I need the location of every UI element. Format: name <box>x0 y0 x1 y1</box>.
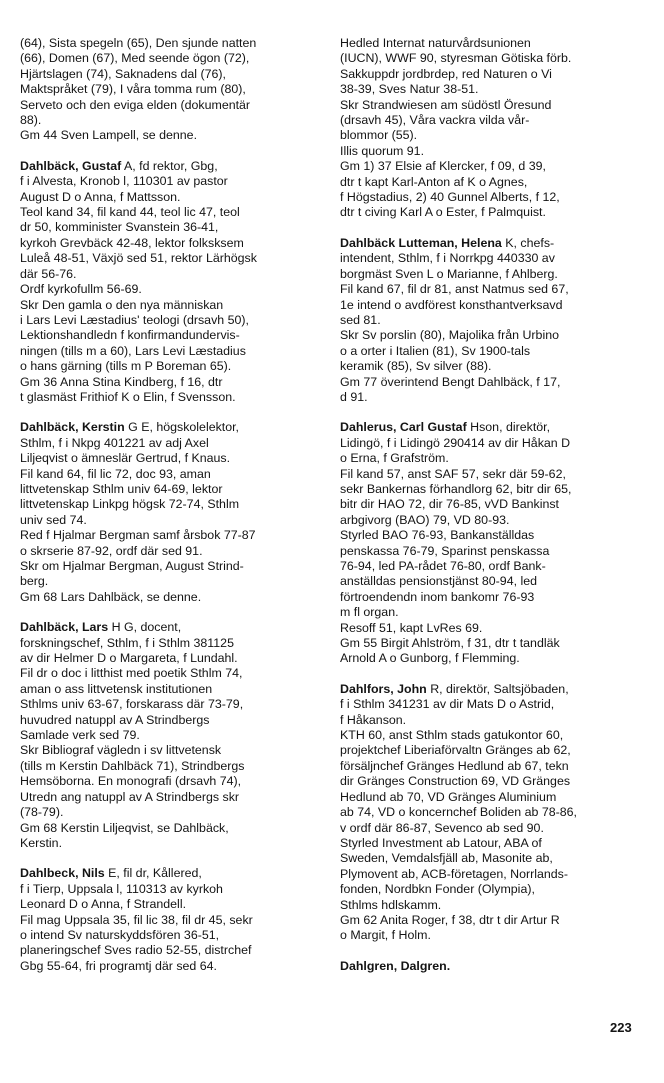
entry-first-line-text: Hson, direktör, <box>466 420 551 435</box>
entry-line: Liljeqvist o ämneslär Gertrud, f Knaus. <box>20 451 231 466</box>
entry-line: Hedled Internat naturvårdsunionen <box>340 36 531 50</box>
entry-line: 38-39, Sves Natur 38-51. <box>340 82 479 97</box>
entry-dahlerus-carl-gustaf <box>340 420 646 667</box>
entry-first-line-text: K, chefs- <box>501 235 555 250</box>
entry-line: anställdas pensionstjänst 80-94, led <box>340 574 538 589</box>
entry-line: o Erna, f Grafström. <box>340 451 449 466</box>
entry-dahlback-lars <box>20 620 330 851</box>
entry-line: sed 81. <box>340 312 381 327</box>
entry-line: Hedlund ab 70, VD Gränges Aluminium <box>340 789 557 804</box>
entry-line: aman o ass littvetensk institutionen <box>20 681 213 696</box>
entry-line: Gm 62 Anita Roger, f 38, dtr t dir Artur R <box>340 912 560 927</box>
entry-line: Sthlms hdlskamm. <box>340 897 442 912</box>
entry-line: försäljnchef Gränges Hedlund ab 67, tekn <box>340 758 569 773</box>
entry-dahlback-kerstin <box>20 420 330 605</box>
entry-dahlbeck-nils <box>20 866 330 974</box>
entry-line: Sakkuppdr jordbrdep, red Naturen o Vi <box>340 66 552 81</box>
entry-line: ningen (tills m a 60), Lars Levi Læstadius <box>20 343 246 358</box>
entry-line: projektchef Liberiaförvaltn Gränges ab 62, <box>340 743 571 758</box>
entry-headword: Dahlbeck, Nils <box>20 866 105 881</box>
entry-dahlfors-john <box>340 682 646 944</box>
entry-line: KTH 60, anst Sthlm stads gatukontor 60, <box>340 728 564 743</box>
entry-line: 76-94, led PA-rådet 76-80, ordf Bank- <box>340 559 546 573</box>
entry-headword: Dahlbäck, Gustaf <box>20 158 122 173</box>
entry-first-line <box>20 159 330 174</box>
entry-line: bitr dir HAO 72, dir 76-85, vVD Bankinst <box>340 497 559 512</box>
entry-first-line <box>340 236 646 251</box>
entry-line: Hjärtslagen (74), Saknadens dal (76), <box>20 66 226 81</box>
entry-line: Illis quorum 91. <box>340 143 425 158</box>
entry-line: f Högstadius, 2) 40 Gunnel Alberts, f 12, <box>340 190 560 205</box>
entry-line: Samlade verk sed 79. <box>20 728 140 743</box>
entry-line: o skrserie 87-92, ordf där sed 91. <box>20 543 203 558</box>
entry-dahlback-gustaf <box>20 159 330 406</box>
entry-line: Styrled BAO 76-93, Bankanställdas <box>340 528 535 543</box>
entry-line: littvetenskap Linkpg högsk 72-74, Sthlm <box>20 497 240 512</box>
entry-line: Ordf kyrkofullm 56-69. <box>20 282 142 297</box>
entry-line: Teol kand 34, fil kand 44, teol lic 47, teol <box>20 205 240 220</box>
entry-line: f i Tierp, Uppsala l, 110313 av kyrkoh <box>20 881 223 896</box>
entry-line: Resoff 51, kapt LvRes 69. <box>340 620 483 635</box>
entry-line: Fil kand 67, fil dr 81, anst Natmus sed 67, <box>340 282 569 297</box>
entry-headword: Dahlgren, Dalgren. <box>340 958 451 973</box>
entry-first-line-text: E, fil dr, Kållered, <box>104 866 202 881</box>
entry-line: huvudred natuppl av A Strindbergs <box>20 712 210 727</box>
entry-line: blommor (55). <box>340 128 418 143</box>
entry-line: Skr Den gamla o den nya människan <box>20 297 224 312</box>
entry-line: o a orter i Italien (81), Sv 1900-tals <box>340 343 531 358</box>
entry-line: Skr om Hjalmar Bergman, August Strind- <box>20 559 244 573</box>
entry-line: (tills m Kerstin Dahlbäck 71), Strindbergs <box>20 758 245 773</box>
entry-line: Serveto och den eviga elden (dokumentär <box>20 97 251 112</box>
entry-line: d 91. <box>340 389 368 404</box>
entry-line: o Margit, f Holm. <box>340 928 431 943</box>
entry-line: sekr Bankernas förhandlorg 62, bitr dir 65, <box>340 481 572 496</box>
entry-line: (IUCN), WWF 90, styresman Götiska förb. <box>340 51 572 66</box>
entry-line: Lidingö, f i Lidingö 290414 av dir Håkan D <box>340 435 571 450</box>
entry-first-line-text: A, fd rektor, Gbg, <box>121 158 218 173</box>
entry-line: Fil kand 64, fil lic 72, doc 93, aman <box>20 466 211 481</box>
entry-line: v ordf där 86-87, Sevenco ab sed 90. <box>340 820 544 835</box>
entry-line: fonden, Nordbkn Fonder (Olympia), <box>340 882 535 897</box>
entry-line: Kerstin. <box>20 835 63 850</box>
entry-line: förtroendendn inom bankomr 76-93 <box>340 589 535 604</box>
entry-line: dr 50, komminister Svanstein 36-41, <box>20 220 219 235</box>
entry-line: Skr Strandwiesen am südöstl Öresund <box>340 97 552 112</box>
entry-line: Gm 68 Kerstin Liljeqvist, se Dahlbäck, <box>20 820 229 835</box>
entry-line: Gm 77 överintend Bengt Dahlbäck, f 17, <box>340 374 561 389</box>
entry-first-line <box>340 682 646 697</box>
entry-line: Sthlm, f i Nkpg 401221 av adj Axel <box>20 435 209 450</box>
entry-line: planeringschef Sves radio 52-55, distrchef <box>20 943 252 958</box>
entry-line: Sthlms univ 63-67, forskarass där 73-79, <box>20 697 244 712</box>
entry-line: kyrkoh Grevbäck 42-48, lektor folksksem <box>20 235 244 250</box>
entry-line: 1e intend o avdförest konsthantverksavd <box>340 297 563 312</box>
entry-line: Gm 44 Sven Lampell, se denne. <box>20 128 198 143</box>
entry-first-line <box>20 866 330 881</box>
entry-line: f i Sthlm 341231 av dir Mats D o Astrid, <box>340 697 555 712</box>
entry-headword: Dahlerus, Carl Gustaf <box>340 420 467 435</box>
entry-line: berg. <box>20 574 49 589</box>
entry-line: littvetenskap Sthlm univ 64-69, lektor <box>20 481 223 496</box>
entry-line: intendent, Sthlm, f i Norrkpg 440330 av <box>340 251 555 266</box>
entry-line: arbgivorg (BAO) 79, VD 80-93. <box>340 512 510 527</box>
entry-line: f Håkanson. <box>340 712 407 727</box>
entry-continuation <box>20 36 330 144</box>
entry-line: o intend Sv naturskyddsfören 36-51, <box>20 927 220 942</box>
entry-line: (drsavh 45), Våra vackra vilda vår- <box>340 113 530 128</box>
entry-line: forskningschef, Sthlm, f i Sthlm 381125 <box>20 635 234 650</box>
entry-line: t glasmäst Frithiof K o Elin, f Svensson. <box>20 389 236 404</box>
entry-line: (78-79). <box>20 805 64 820</box>
entry-headword: Dahlfors, John <box>340 681 427 696</box>
entry-line: där 56-76. <box>20 266 77 281</box>
entry-line: Styrled Investment ab Latour, ABA of <box>340 835 542 850</box>
entry-first-line <box>340 420 646 435</box>
entry-line: Utredn ang natuppl av A Strindbergs skr <box>20 789 240 804</box>
entry-line: Gbg 55-64, fri programtj där sed 64. <box>20 958 217 973</box>
entry-line: Arnold A o Gunborg, f Flemming. <box>340 651 520 666</box>
entry-continuation <box>340 36 646 221</box>
entry-line: 88). <box>20 113 42 128</box>
entry-line: Hemsöborna. En monografi (drsavh 74), <box>20 774 242 789</box>
left-column <box>20 36 330 989</box>
entry-first-line-text: R, direktör, Saltsjöbaden, <box>426 681 569 696</box>
entry-line: m fl organ. <box>340 605 399 620</box>
page-number: 223 <box>610 1020 632 1035</box>
entry-line: dtr t kapt Karl-Anton af K o Agnes, <box>340 174 528 189</box>
entry-line: i Lars Levi Læstadius' teologi (drsavh 50), <box>20 312 249 327</box>
entry-line: Skr Bibliograf vägledn i sv littvetensk <box>20 743 222 758</box>
entry-line: Plymovent ab, ACB-företagen, Norrlands- <box>340 866 568 881</box>
entry-headword: Dahlbäck Lutteman, Helena <box>340 235 502 250</box>
entry-line: Gm 1) 37 Elsie af Klercker, f 09, d 39, <box>340 159 546 174</box>
entry-line: o hans gärning (tills m P Boreman 65). <box>20 359 232 374</box>
entry-line: keramik (85), Sv silver (88). <box>340 359 492 374</box>
entry-first-line-text: H G, docent, <box>108 620 182 635</box>
entry-line: (66), Domen (67), Med seende ögon (72), <box>20 51 250 66</box>
entry-headword: Dahlbäck, Kerstin <box>20 420 125 435</box>
entry-first-line-text: G E, högskolelektor, <box>124 420 240 435</box>
entry-line: univ sed 74. <box>20 512 87 527</box>
entry-line: Gm 68 Lars Dahlbäck, se denne. <box>20 589 202 604</box>
entry-first-line <box>20 620 330 635</box>
entry-line: August D o Anna, f Mattsson. <box>20 189 181 204</box>
entry-line: Skr Sv porslin (80), Majolika från Urbino <box>340 328 559 343</box>
entry-line: f i Alvesta, Kronob l, 110301 av pastor <box>20 174 228 189</box>
entry-line: av dir Helmer D o Margareta, f Lundahl. <box>20 651 238 666</box>
entry-line: Fil dr o doc i litthist med poetik Sthlm 74, <box>20 666 243 681</box>
entry-line: dir Gränges Construction 69, VD Gränges <box>340 774 571 789</box>
entry-line: dtr t civing Karl A o Ester, f Palmquist. <box>340 205 546 220</box>
entry-first-line <box>20 420 330 435</box>
entry-line: Gm 36 Anna Stina Kindberg, f 16, dtr <box>20 374 223 389</box>
right-column <box>340 36 646 989</box>
entry-line: Red f Hjalmar Bergman samf årsbok 77-87 <box>20 528 256 543</box>
entry-line: Sweden, Vemdalsfjäll ab, Masonite ab, <box>340 851 553 866</box>
entry-line: Fil kand 57, anst SAF 57, sekr där 59-62, <box>340 466 566 481</box>
entry-line: penskassa 76-79, Sparinst penskassa <box>340 543 550 558</box>
entry-headword: Dahlbäck, Lars <box>20 620 109 635</box>
entry-line: Maktspråket (79), I våra tomma rum (80), <box>20 82 246 97</box>
entry-dahlgren-reference <box>340 959 646 974</box>
entry-line: Lektionshandledn f konfirmandundervis- <box>20 328 240 343</box>
entry-line: Fil mag Uppsala 35, fil lic 38, fil dr 45, sekr <box>20 912 253 927</box>
entry-line: borgmäst Sven L o Marianne, f Ahlberg. <box>340 266 558 281</box>
entry-dahlback-lutteman-helena <box>340 236 646 405</box>
entry-line: Luleå 48-51, Växjö sed 51, rektor Lärhögsk <box>20 251 257 266</box>
entry-line: (64), Sista spegeln (65), Den sjunde natten <box>20 36 257 50</box>
entry-line: ab 74, VD o koncernchef Boliden ab 78-86, <box>340 805 577 820</box>
entry-line: Gm 55 Birgit Ahlström, f 31, dtr t tandläk <box>340 636 560 651</box>
entry-line: Leonard D o Anna, f Strandell. <box>20 897 187 912</box>
